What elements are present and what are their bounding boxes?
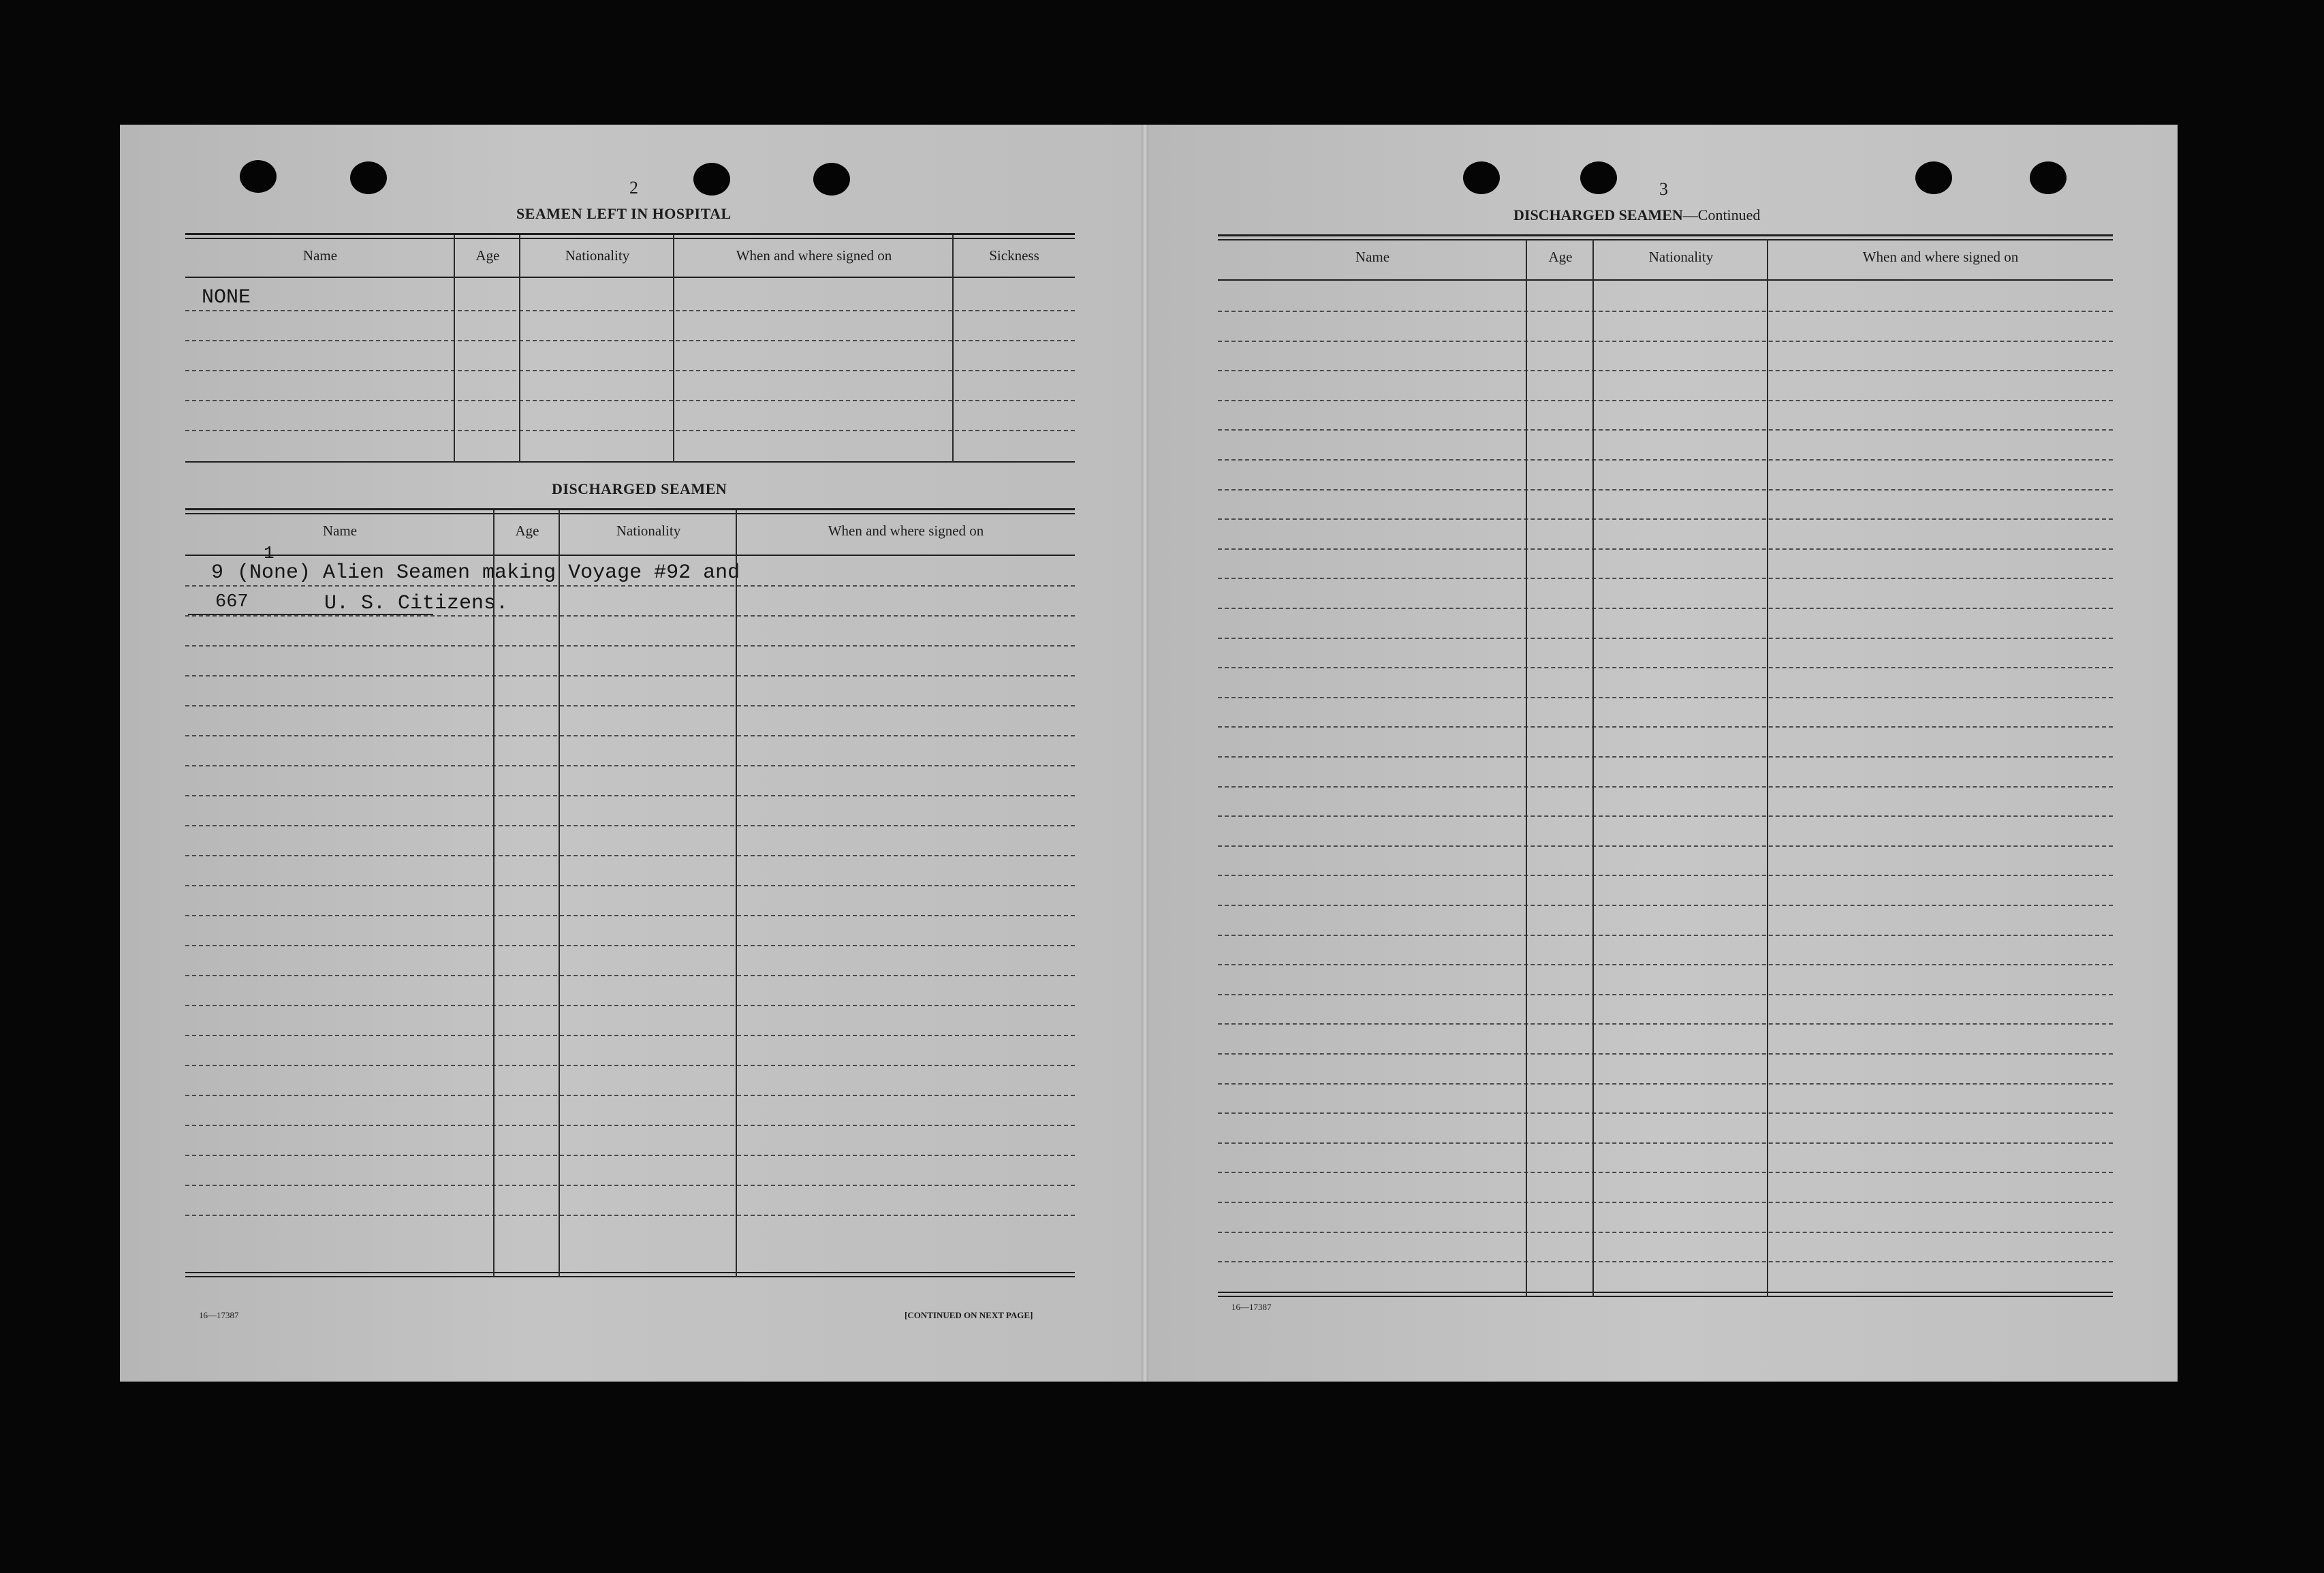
ruled-line <box>185 705 1075 706</box>
ruled-line <box>1218 518 2113 520</box>
ruled-line <box>185 915 1075 916</box>
page-fold <box>1142 125 1148 1382</box>
ruled-line <box>185 1125 1075 1126</box>
column-header-name: Name <box>1355 249 1390 265</box>
ruled-line <box>1218 726 2113 728</box>
rule <box>1218 279 2113 281</box>
document-spread <box>120 125 2178 1382</box>
ruled-line <box>1218 756 2113 758</box>
column-header-signed-on: When and where signed on <box>736 247 892 264</box>
ruled-line <box>1218 578 2113 579</box>
ruled-line <box>1218 638 2113 639</box>
ruled-line <box>185 615 1075 617</box>
punch-hole <box>350 161 387 194</box>
ruled-line <box>185 1065 1075 1066</box>
ruled-line <box>185 1215 1075 1216</box>
ruled-line <box>1218 608 2113 609</box>
page-number: 2 <box>629 178 638 198</box>
punch-hole <box>1580 161 1617 194</box>
handwritten-annotation: 1 <box>264 543 274 563</box>
column-divider <box>454 235 455 463</box>
column-divider <box>1526 239 1527 1297</box>
ruled-line <box>1218 1232 2113 1233</box>
column-header-nationality: Nationality <box>616 523 681 539</box>
rule <box>185 233 1075 235</box>
ruled-line <box>185 645 1075 647</box>
ruled-line <box>1218 994 2113 995</box>
ruled-line <box>1218 964 2113 965</box>
ruled-line <box>1218 1083 2113 1085</box>
column-header-age: Age <box>1548 249 1573 265</box>
punch-hole <box>693 163 730 196</box>
continued-note: [CONTINUED ON NEXT PAGE] <box>905 1310 1033 1320</box>
section-title-discharged-continued <box>1513 206 1760 224</box>
ruled-line <box>1218 1202 2113 1203</box>
ruled-line <box>1218 341 2113 342</box>
punch-hole <box>240 160 277 193</box>
column-divider <box>493 510 494 1277</box>
column-divider <box>519 235 520 463</box>
title-main: DISCHARGED SEAMEN <box>1513 206 1683 223</box>
section-title-hospital: SEAMEN LEFT IN HOSPITAL <box>516 205 732 222</box>
ruled-line <box>1218 845 2113 847</box>
ruled-line <box>1218 1023 2113 1025</box>
rule <box>185 461 1075 463</box>
ruled-line <box>185 1035 1075 1036</box>
column-header-name: Name <box>302 247 338 264</box>
ruled-line <box>185 1155 1075 1156</box>
ruled-line <box>185 1005 1075 1006</box>
title-suffix: —Continued <box>1682 206 1761 223</box>
rule <box>1218 239 2113 240</box>
ruled-line <box>185 1095 1075 1096</box>
ruled-line <box>185 675 1075 676</box>
column-divider <box>559 510 560 1277</box>
ruled-line <box>1218 370 2113 371</box>
left-page <box>120 125 1146 1382</box>
ruled-line <box>1218 667 2113 668</box>
column-divider <box>1592 239 1594 1297</box>
column-header-age: Age <box>475 247 500 264</box>
column-header-nationality: Nationality <box>1648 249 1714 265</box>
column-header-age: Age <box>515 523 539 539</box>
column-divider <box>673 235 674 463</box>
rule <box>185 508 1075 510</box>
ruled-line <box>185 1185 1075 1186</box>
rule <box>185 555 1075 556</box>
alien-count: 9 <box>211 561 224 585</box>
column-header-sickness: Sickness <box>989 247 1039 264</box>
ruled-line <box>1218 1053 2113 1055</box>
citizen-count: 667 <box>215 592 249 612</box>
column-divider <box>736 510 737 1277</box>
rule <box>1218 1292 2113 1293</box>
ruled-line <box>1218 400 2113 401</box>
ruled-line <box>1218 697 2113 698</box>
ruled-line <box>185 975 1075 976</box>
ruled-line <box>185 735 1075 736</box>
section-title-discharged: DISCHARGED SEAMEN <box>552 480 727 497</box>
rule <box>1218 1296 2113 1297</box>
ruled-line <box>185 310 1075 311</box>
ruled-line <box>1218 489 2113 490</box>
ruled-line <box>185 430 1075 431</box>
ruled-line <box>1218 786 2113 788</box>
rule <box>185 277 1075 278</box>
rule <box>185 513 1075 514</box>
ruled-line <box>1218 905 2113 906</box>
ruled-line <box>185 885 1075 886</box>
form-number: 16—17387 <box>199 1310 239 1320</box>
hospital-entry-none: NONE <box>202 286 251 309</box>
ruled-line <box>185 945 1075 946</box>
alien-seamen-text: (None) Alien Seamen making Voyage #92 and <box>237 561 740 585</box>
ruled-line <box>1218 1261 2113 1262</box>
ruled-line <box>185 340 1075 341</box>
ruled-line <box>185 765 1075 766</box>
right-page <box>1146 125 2178 1382</box>
ruled-line <box>1218 459 2113 461</box>
ruled-line <box>185 585 1075 587</box>
punch-hole <box>813 163 850 196</box>
ruled-line <box>1218 1112 2113 1114</box>
ruled-line <box>185 825 1075 826</box>
column-header-name: Name <box>322 523 358 539</box>
column-divider <box>952 235 954 463</box>
ruled-line <box>1218 1172 2113 1173</box>
citizens-text: U. S. Citizens. <box>324 592 509 615</box>
rule <box>1218 234 2113 236</box>
punch-hole <box>2030 161 2067 194</box>
rule <box>185 238 1075 239</box>
ruled-line <box>1218 429 2113 431</box>
column-header-signed-on: When and where signed on <box>1862 249 2019 265</box>
ruled-line <box>1218 875 2113 876</box>
ruled-line <box>1218 815 2113 817</box>
ruled-line <box>185 370 1075 371</box>
page-number: 3 <box>1659 179 1668 199</box>
ruled-line <box>1218 548 2113 550</box>
punch-hole <box>1463 161 1500 194</box>
ruled-line <box>1218 935 2113 936</box>
rule <box>185 1276 1075 1277</box>
ruled-line <box>185 400 1075 401</box>
ruled-line <box>1218 311 2113 312</box>
column-header-signed-on: When and where signed on <box>828 523 984 539</box>
punch-hole <box>1915 161 1952 194</box>
column-divider <box>1767 239 1768 1297</box>
column-header-nationality: Nationality <box>565 247 630 264</box>
rule <box>185 1272 1075 1273</box>
ruled-line <box>185 855 1075 856</box>
form-number: 16—17387 <box>1231 1302 1272 1312</box>
ruled-line <box>185 795 1075 796</box>
ruled-line <box>1218 1142 2113 1144</box>
